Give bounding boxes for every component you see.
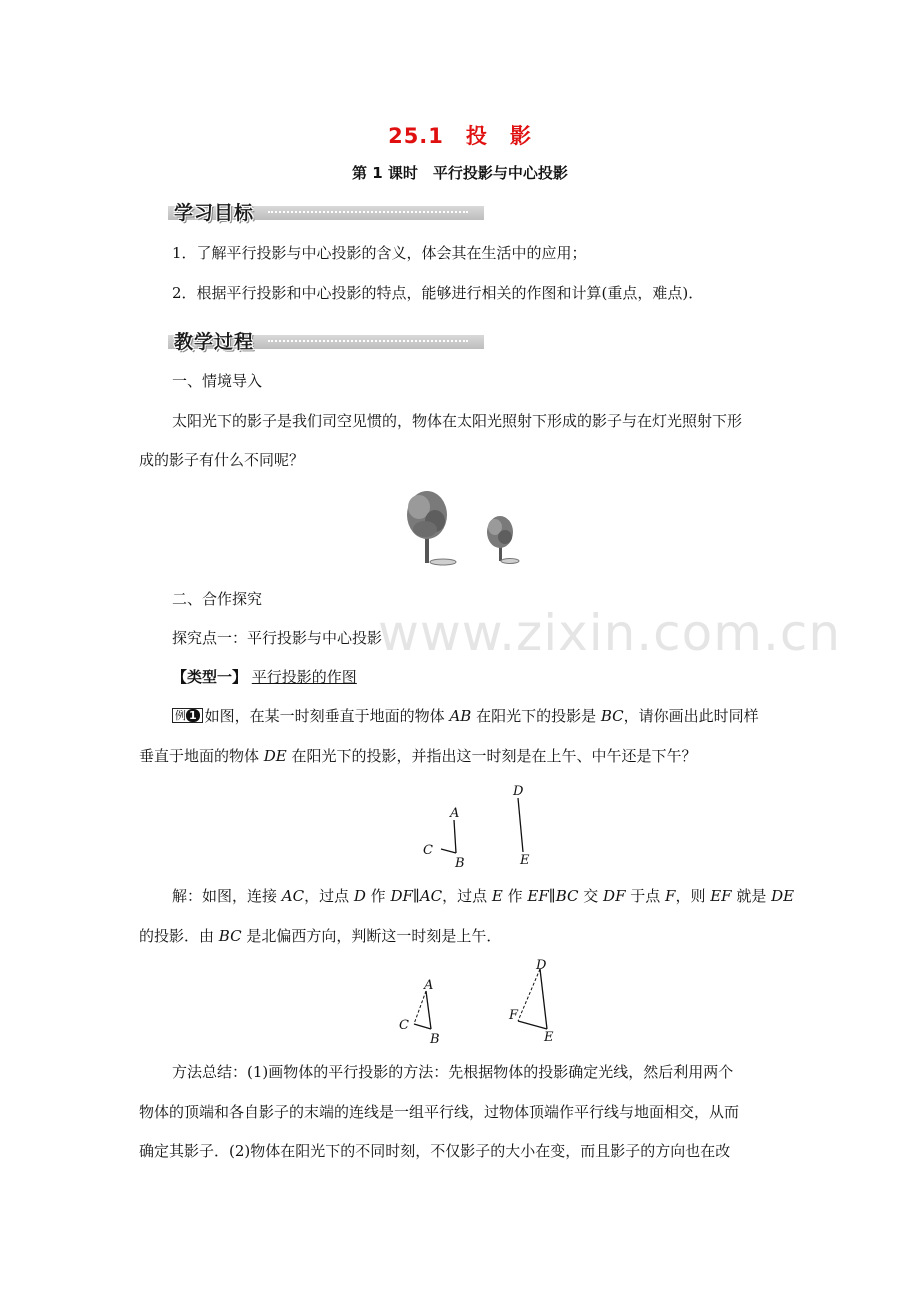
section-header-dots <box>268 211 468 215</box>
label-b: B <box>430 1032 440 1047</box>
label-e: E <box>544 1030 554 1045</box>
segment-bc <box>414 1024 431 1029</box>
summary-line1: 方法总结：(1)画物体的平行投影的方法：先根据物体的投影确定光线，然后利用两个 <box>172 1063 734 1081</box>
section-header-goals <box>168 200 484 224</box>
intro-paragraph-line2: 成的影子有什么不同呢？ <box>139 451 305 469</box>
summary-line3: 确定其影子．(2)物体在阳光下的不同时刻，不仅影子的大小在变，而且影子的方向也在改 <box>139 1142 731 1160</box>
watermark: www.zixin.com.cn <box>378 604 842 662</box>
goal-item-2: 2．根据平行投影和中心投影的特点，能够进行相关的作图和计算(重点，难点)． <box>172 284 704 302</box>
segment-de <box>540 969 547 1029</box>
segment-de <box>518 798 523 852</box>
type-heading <box>172 667 357 687</box>
label-a: A <box>424 978 434 993</box>
type-title: 平行投影的作图 <box>251 668 357 686</box>
explore-point: 探究点一：平行投影与中心投影 <box>172 629 383 647</box>
section-header-label: 教学过程 <box>174 331 255 353</box>
trees-illustration <box>395 485 535 575</box>
example-badge: 例 1 <box>172 708 203 723</box>
example-line1: 例 1 如图，在某一时刻垂直于地面的物体 AB 在阳光下的投影是 BC，请你画出此时同样 <box>172 706 759 726</box>
label-c: C <box>423 843 433 858</box>
explore-heading: 二、合作探究 <box>172 590 263 608</box>
type-bracket-label: 【类型一】 <box>172 668 248 686</box>
label-b: B <box>455 856 465 870</box>
lesson-subtitle: 第 1 课时 平行投影与中心投影 <box>352 164 568 182</box>
segment-ab <box>426 991 431 1029</box>
segment-bc <box>441 849 456 853</box>
example-figure-1 <box>415 780 545 870</box>
section-header-process <box>168 329 484 353</box>
segment-df-dashed <box>518 969 540 1021</box>
label-e: E <box>520 853 530 868</box>
segment-ac-dashed <box>414 991 426 1024</box>
intro-heading: 一、情境导入 <box>172 372 263 390</box>
label-a: A <box>450 806 460 821</box>
large-tree-icon <box>407 491 456 565</box>
section-header-label: 学习目标 <box>174 202 255 224</box>
section-header-dots <box>268 340 468 344</box>
solution-line1: 解：如图，连接 AC，过点 D 作 DF∥AC，过点 E 作 EF∥BC 交 DF 于点 F，则 EF 就是 DE <box>172 887 795 905</box>
example-line2: 垂直于地面的物体 DE 在阳光下的投影，并指出这一时刻是在上午、中午还是下午？ <box>139 747 697 765</box>
intro-paragraph-line1: 太阳光下的影子是我们司空见惯的，物体在太阳光照射下形成的影子与在灯光照射下形 <box>172 412 743 430</box>
label-d: D <box>513 784 524 799</box>
solution-line2: 的投影．由 BC 是北偏西方向，判断这一时刻是上午． <box>139 927 502 945</box>
goal-item-1: 1．了解平行投影与中心投影的含义，体会其在生活中的应用； <box>172 244 587 262</box>
solution-figure-2 <box>390 955 570 1047</box>
small-tree-icon <box>487 516 519 564</box>
summary-line2: 物体的顶端和各自影子的末端的连线是一组平行线，过物体顶端作平行线与地面相交，从而 <box>139 1103 740 1121</box>
label-c: C <box>399 1018 409 1033</box>
segment-ef <box>518 1021 547 1029</box>
label-d: D <box>536 958 547 973</box>
label-f: F <box>509 1008 519 1023</box>
segment-ab <box>454 820 456 853</box>
page-title: 25.1 投 影 <box>388 124 532 148</box>
